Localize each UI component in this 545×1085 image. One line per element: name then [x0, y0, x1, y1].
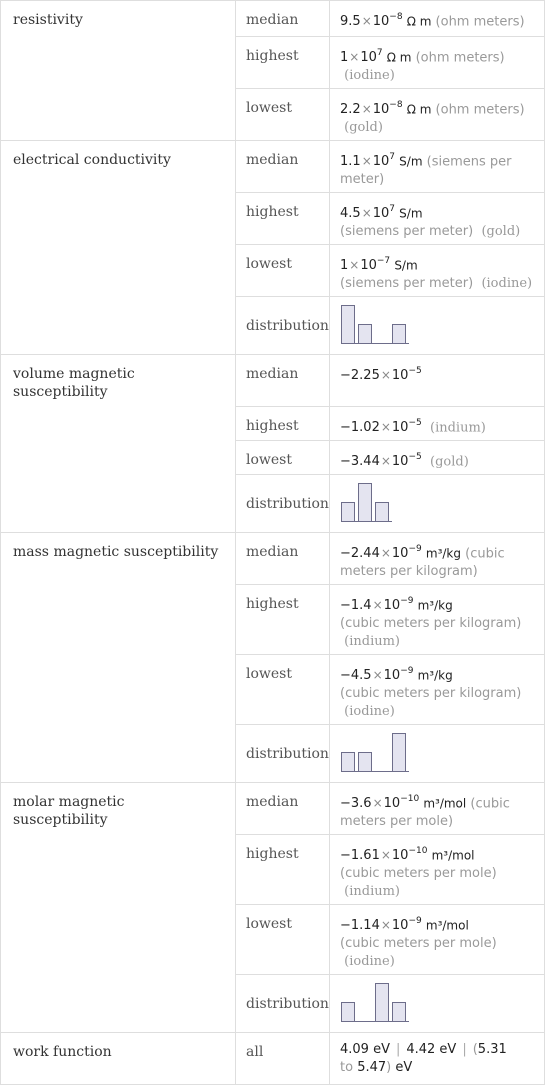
histogram-bar [393, 325, 406, 344]
value-number: $-1.4\times 10^{-9}$ [340, 596, 414, 614]
unit-name: (ohm meters) [415, 50, 505, 66]
value-cell [330, 407, 545, 441]
stat-label: distribution [236, 297, 330, 355]
value-number: $2.2\times 10^{-8}$ [340, 100, 403, 118]
unit-name: (cubic meters per mole) [340, 936, 497, 952]
value-number: $1.1\times 10^7$ [340, 152, 396, 170]
unit-name: (siemens per meter) [340, 154, 512, 188]
value-number: $9.5\times 10^{-8}$ [340, 12, 403, 30]
value-cell [330, 193, 545, 245]
value-cell [330, 141, 545, 193]
unit-name: (cubic meters per kilogram) [340, 616, 522, 632]
unit: m³/mol [423, 796, 467, 811]
unit: m³/mol [425, 918, 469, 933]
stat-label: lowest [236, 905, 330, 975]
histogram-bar [342, 753, 355, 772]
stat-label: median [236, 1, 330, 37]
unit: S/m [399, 154, 423, 169]
stat-label: median [236, 141, 330, 193]
value-cell [330, 1, 545, 37]
stat-label: distribution [236, 975, 330, 1033]
distribution-histogram [340, 305, 420, 347]
unit-name: (cubic meters per mole) [340, 796, 510, 830]
property-label: volume magnetic susceptibility [1, 355, 236, 533]
value-cell [330, 975, 545, 1033]
value-number: $1\times 10^{-7}$ [340, 256, 391, 274]
distribution-histogram [340, 983, 420, 1025]
unit: S/m [399, 206, 423, 221]
range-open-paren: ( [472, 1042, 478, 1057]
unit: Ω m [406, 102, 432, 117]
value-cell [330, 475, 545, 533]
range-unit: eV [395, 1060, 413, 1075]
value-separator: | [395, 1042, 401, 1057]
value-number: $-2.44\times 10^{-9}$ [340, 544, 422, 562]
histogram-bar [376, 984, 389, 1022]
element-note: (iodine) [344, 68, 395, 84]
stat-label: median [236, 783, 330, 835]
element-note: (iodine) [344, 704, 395, 720]
work-function-value: 4.42 eV [406, 1042, 457, 1057]
value-number: $-3.6\times 10^{-10}$ [340, 794, 420, 812]
histogram-bar [342, 1003, 355, 1022]
stat-label: median [236, 355, 330, 407]
value-separator: | [462, 1042, 467, 1057]
stat-label: lowest [236, 441, 330, 475]
unit-name: (ohm meters) [435, 14, 525, 30]
range-to: to [340, 1060, 354, 1075]
value-cell [330, 783, 545, 835]
histogram-bar [359, 325, 372, 344]
element-note: (gold) [430, 454, 469, 470]
value-cell [330, 655, 545, 725]
element-note: (iodine) [481, 276, 533, 292]
unit: m³/kg [417, 598, 453, 613]
property-label: electrical conductivity [1, 141, 236, 355]
property-label: molar magnetic susceptibility [1, 783, 236, 1033]
element-note: (gold) [344, 120, 383, 136]
element-note: (indium) [344, 634, 400, 650]
distribution-histogram [340, 483, 420, 525]
stat-label: lowest [236, 655, 330, 725]
value-cell [330, 1033, 545, 1085]
unit-name: (siemens per meter) [340, 276, 474, 292]
value-cell [330, 905, 545, 975]
histogram-bar [342, 306, 355, 344]
stat-label: all [236, 1033, 330, 1085]
stat-label: highest [236, 585, 330, 655]
unit-name: (cubic meters per kilogram) [340, 546, 505, 580]
value-cell [330, 297, 545, 355]
value-cell [330, 585, 545, 655]
stat-label: distribution [236, 725, 330, 783]
value-cell [330, 89, 545, 141]
stat-label: median [236, 533, 330, 585]
value-number: $1\times 10^7$ [340, 48, 383, 66]
histogram-bar [393, 1003, 406, 1022]
value-number: $-2.25\times 10^{-5}$ [340, 366, 422, 384]
stat-label: lowest [236, 245, 330, 297]
value-cell [330, 725, 545, 783]
distribution-histogram [340, 733, 420, 775]
value-number: $-1.61\times 10^{-10}$ [340, 846, 428, 864]
value-cell [330, 355, 545, 407]
histogram-bar [359, 753, 372, 772]
unit: m³/kg [425, 546, 461, 561]
stat-label: highest [236, 407, 330, 441]
unit: m³/mol [431, 848, 475, 863]
element-note: (gold) [481, 224, 521, 240]
stat-label: highest [236, 193, 330, 245]
unit-name: (ohm meters) [435, 102, 525, 118]
unit: Ω m [386, 50, 412, 65]
value-cell [330, 37, 545, 89]
value-number: $-4.5\times 10^{-9}$ [340, 666, 414, 684]
value-number: $-1.14\times 10^{-9}$ [340, 916, 422, 934]
value-cell [330, 835, 545, 905]
unit-name: (cubic meters per mole) [340, 866, 497, 882]
value-number: $-1.02\times 10^{-5}$ [340, 418, 422, 436]
stat-label: lowest [236, 89, 330, 141]
element-note: (iodine) [344, 954, 395, 970]
value-number: $4.5\times 10^7$ [340, 204, 396, 222]
unit-name: (cubic meters per kilogram) [340, 686, 522, 702]
unit: Ω m [406, 14, 432, 29]
value-cell [330, 533, 545, 585]
property-label: resistivity [1, 1, 236, 141]
value-cell [330, 441, 545, 475]
histogram-bar [393, 734, 406, 772]
work-function-value: 4.09 eV [340, 1042, 390, 1057]
property-label: work function [1, 1033, 236, 1085]
property-label: mass magnetic susceptibility [1, 533, 236, 783]
range-low: 5.31 [477, 1042, 507, 1057]
element-note: (indium) [344, 884, 400, 900]
unit-name: (siemens per meter) [340, 224, 474, 240]
element-note: (indium) [430, 420, 486, 436]
range-high: 5.47 [357, 1060, 387, 1075]
stat-label: highest [236, 37, 330, 89]
value-number: $-3.44\times 10^{-5}$ [340, 452, 422, 470]
range-close-paren: ) [386, 1060, 392, 1075]
histogram-bar [342, 503, 355, 522]
stat-label: highest [236, 835, 330, 905]
unit: S/m [394, 258, 418, 273]
unit: m³/kg [417, 668, 453, 683]
histogram-bar [359, 484, 372, 522]
stat-label: distribution [236, 475, 330, 533]
histogram-bar [376, 503, 389, 522]
value-cell [330, 245, 545, 297]
